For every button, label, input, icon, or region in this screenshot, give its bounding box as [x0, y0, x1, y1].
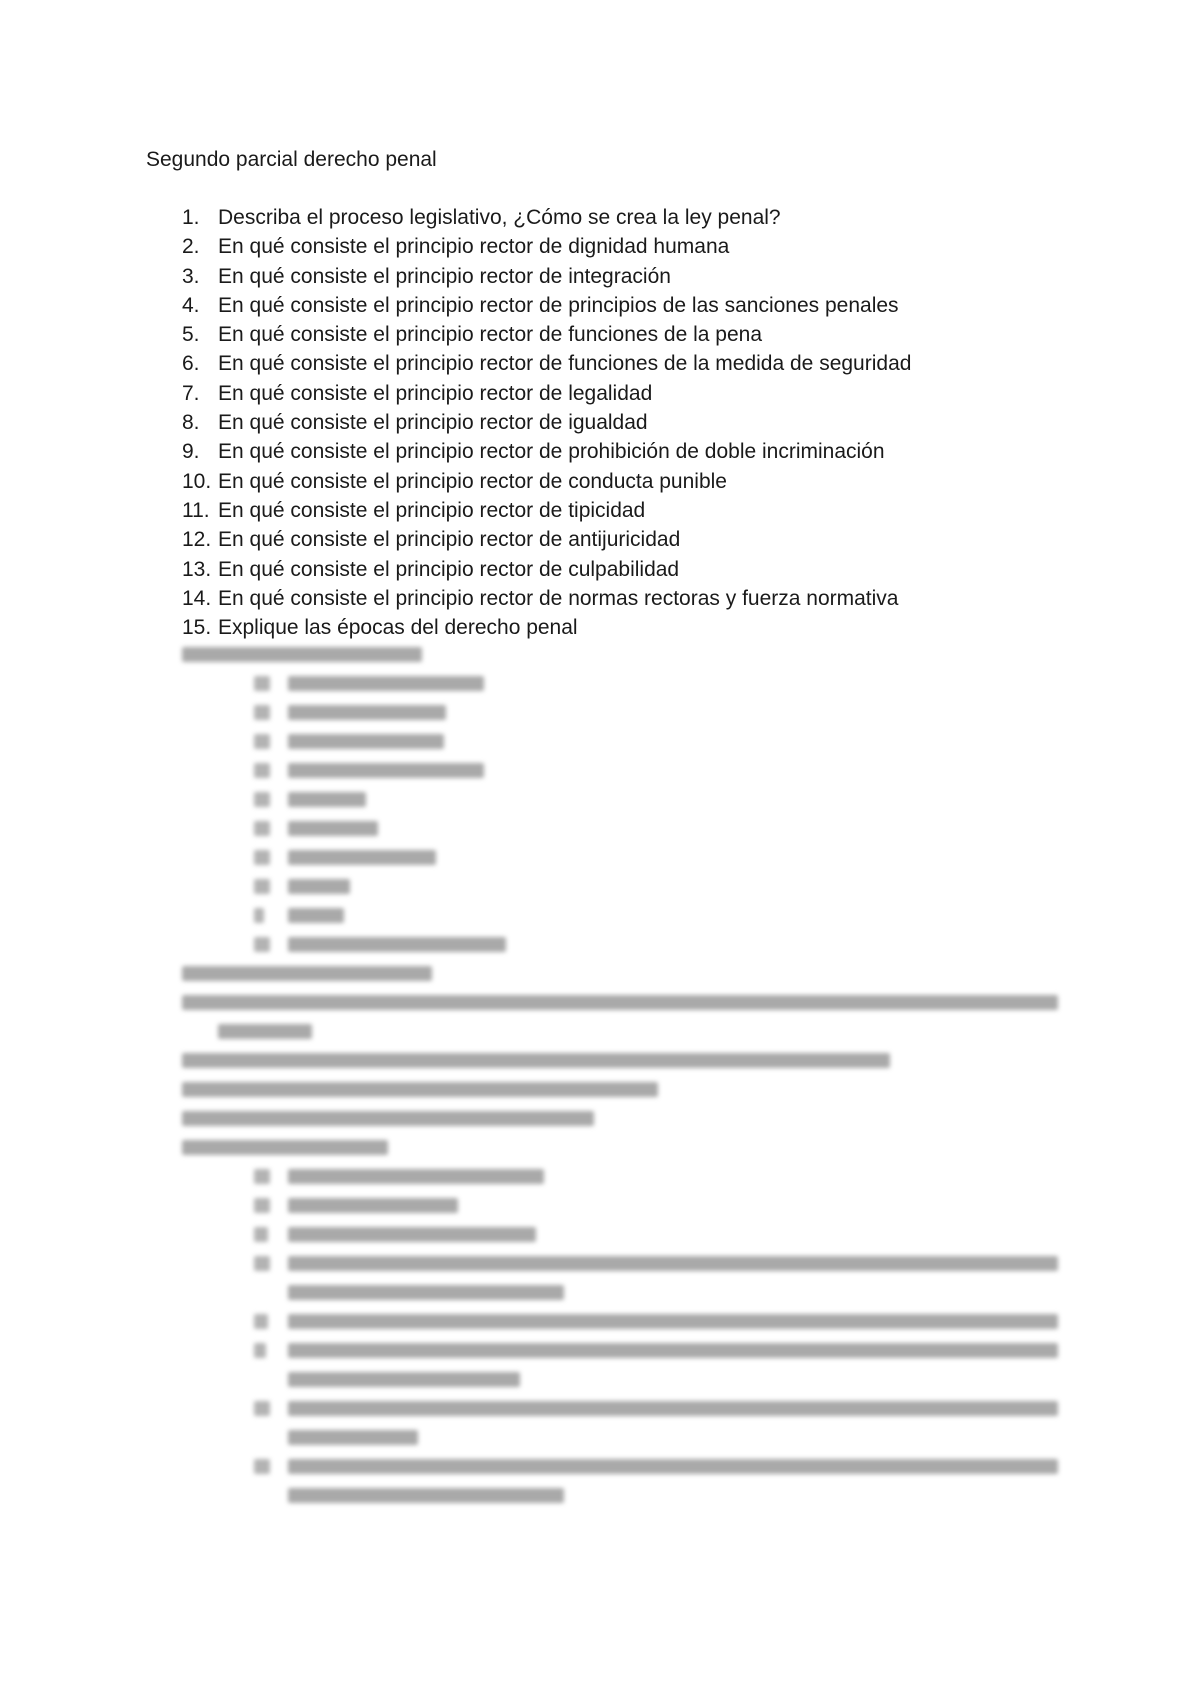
blurred-marker	[254, 850, 270, 865]
item-number: 4.	[182, 293, 200, 317]
blurred-line	[288, 1401, 1058, 1416]
blurred-line	[288, 908, 344, 923]
blurred-line	[288, 676, 484, 691]
blurred-line	[288, 1343, 1058, 1358]
blurred-line	[288, 1285, 564, 1300]
item-text: En qué consiste el principio rector de antijuricidad	[218, 528, 681, 552]
item-text: En qué consiste el principio rector de prohibición de doble incriminación	[218, 440, 885, 464]
blurred-line	[288, 1430, 418, 1445]
blurred-line	[288, 1459, 1058, 1474]
blurred-marker	[254, 1169, 270, 1184]
item-text: En qué consiste el principio rector de principios de las sanciones penales	[218, 293, 899, 317]
item-number: 5.	[182, 323, 200, 347]
blurred-marker	[254, 908, 264, 923]
item-text: En qué consiste el principio rector de igualdad	[218, 411, 648, 435]
blurred-marker	[254, 1198, 270, 1213]
blurred-line	[182, 995, 1058, 1010]
blurred-marker	[254, 1343, 266, 1358]
item-number: 1.	[182, 206, 200, 229]
blurred-line	[288, 1227, 536, 1242]
item-text: En qué consiste el principio rector de culpabilidad	[218, 557, 680, 581]
blurred-line	[288, 734, 444, 749]
item-number: 13.	[182, 557, 212, 581]
blurred-line	[288, 879, 350, 894]
blurred-marker	[254, 676, 270, 691]
blurred-line	[288, 705, 446, 720]
item-text: En qué consiste el principio rector de normas rectoras y fuerza normativa	[218, 586, 899, 610]
blurred-line	[182, 966, 432, 981]
blurred-line	[288, 850, 436, 865]
blurred-line	[288, 1314, 1058, 1329]
item-number: 14.	[182, 586, 212, 610]
blurred-marker	[254, 792, 270, 807]
blurred-line	[288, 937, 506, 952]
blurred-line	[288, 1198, 458, 1213]
item-text: Describa el proceso legislativo, ¿Cómo se crea la ley penal?	[218, 206, 781, 229]
blurred-line	[288, 1488, 564, 1503]
item-number: 6.	[182, 352, 200, 376]
item-text: En qué consiste el principio rector de funciones de la medida de seguridad	[218, 352, 912, 376]
blurred-marker	[254, 763, 270, 778]
item-text: En qué consiste el principio rector de conducta punible	[218, 469, 727, 493]
item-text: En qué consiste el principio rector de dignidad humana	[218, 235, 730, 259]
blurred-line	[182, 647, 422, 662]
blurred-line	[182, 1111, 594, 1126]
blurred-line	[182, 1082, 658, 1097]
blurred-marker	[254, 1256, 270, 1271]
item-text: En qué consiste el principio rector de integración	[218, 264, 671, 288]
item-text: Explique las épocas del derecho penal	[218, 616, 578, 640]
blurred-line	[218, 1024, 312, 1039]
item-number: 11.	[182, 498, 210, 522]
document-title: Segundo parcial derecho penal	[146, 148, 437, 171]
blurred-marker	[254, 879, 270, 894]
item-number: 12.	[182, 528, 212, 552]
blurred-marker	[254, 1401, 270, 1416]
blurred-line	[288, 1372, 520, 1387]
blurred-line	[182, 1140, 388, 1155]
item-number: 15.	[182, 616, 212, 640]
item-number: 3.	[182, 264, 200, 288]
blurred-marker	[254, 937, 270, 952]
blurred-line	[288, 763, 484, 778]
blurred-line	[288, 792, 366, 807]
item-number: 10.	[182, 469, 212, 493]
item-number: 9.	[182, 440, 200, 464]
item-number: 7.	[182, 381, 200, 405]
blurred-marker	[254, 1459, 270, 1474]
item-number: 2.	[182, 235, 200, 259]
blurred-marker	[254, 1227, 268, 1242]
item-number: 8.	[182, 411, 200, 435]
blurred-marker	[254, 705, 270, 720]
blurred-line	[182, 1053, 890, 1068]
item-text: En qué consiste el principio rector de legalidad	[218, 381, 653, 405]
item-text: En qué consiste el principio rector de funciones de la pena	[218, 323, 763, 347]
blurred-line	[288, 821, 378, 836]
item-text: En qué consiste el principio rector de tipicidad	[218, 498, 646, 522]
blurred-marker	[254, 821, 270, 836]
blurred-line	[288, 1169, 544, 1184]
blurred-line	[288, 1256, 1058, 1271]
blurred-marker	[254, 1314, 268, 1329]
blurred-marker	[254, 734, 270, 749]
